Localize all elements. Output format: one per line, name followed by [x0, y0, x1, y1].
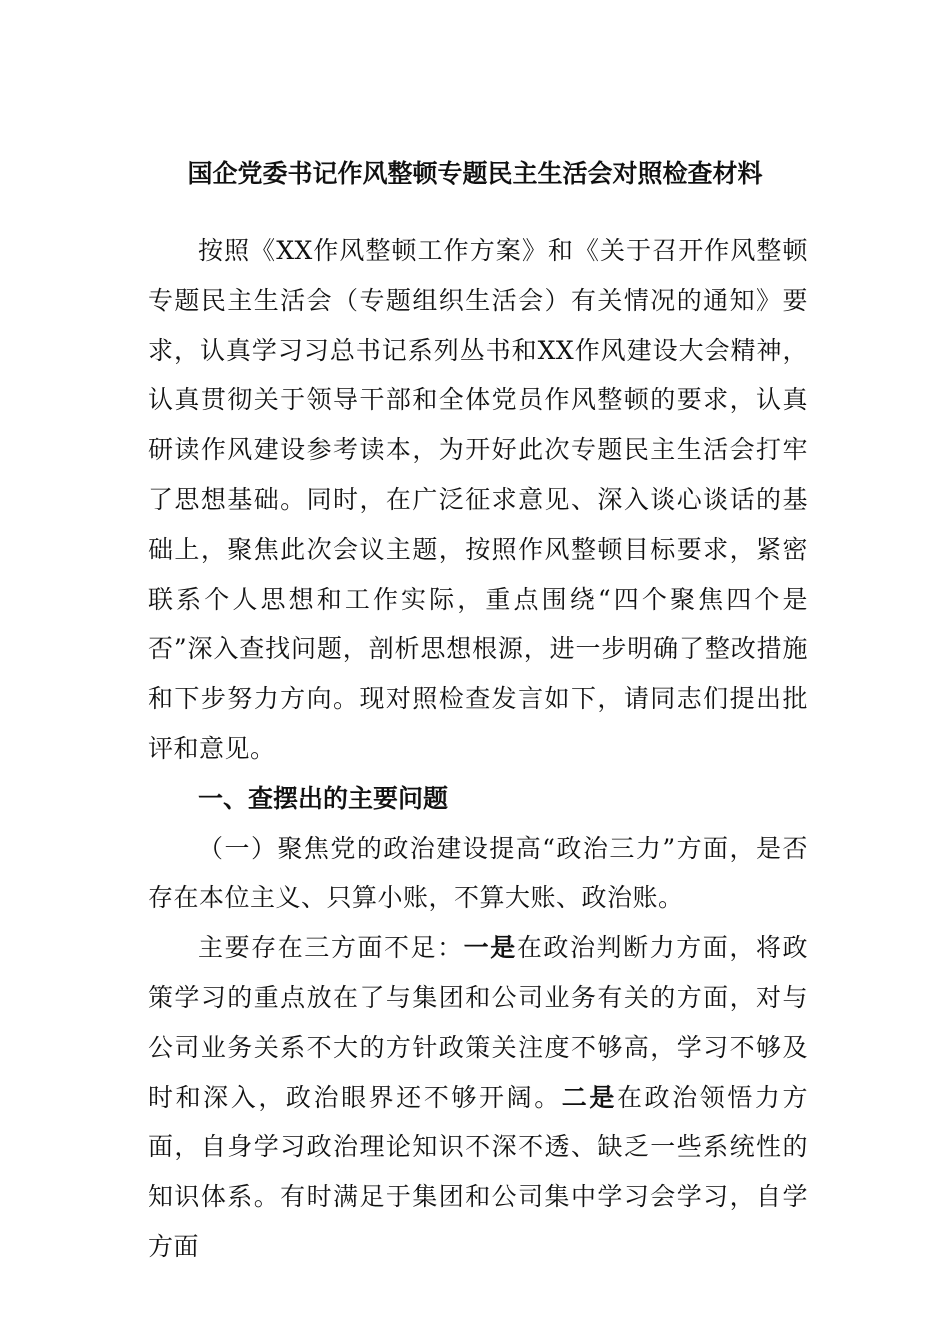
- document-body: [148, 226, 808, 1272]
- point-two-label: 二是: [561, 1082, 617, 1112]
- document-title: 国企党委书记作风整顿专题民主生活会对照检查材料: [187, 159, 763, 188]
- intro-paragraph: 按照《XX作风整顿工作方案》和《关于召开作风整顿专题民主生活会（专题组织生活会）有关情况的通知》要求，认真学习习总书记系列丛书和XX作风建设大会精神，认真贯彻关于领导干部和全体党员作风整顿的要求，认真研读作风建设参考读本，为开好此次专题民主生活会打牢了思想基础。同时，在广泛征求意见、深入谈心谈话的基础上，聚焦此次会议主题，按照作风整顿目标要求，紧密联系个人思想和工作实际，重点围绕“四个聚焦四个是否”深入查找问题，剖析思想根源，进一步明确了整改措施和下步努力方向。现对照检查发言如下，请同志们提出批评和意见。: [148, 236, 808, 763]
- problems-lead: 主要存在三方面不足：: [198, 933, 464, 963]
- point-one-text: 在政治判断力方面，将政策学习的重点放在了与集团和公司业务有关的方面，对与公司业务关系不大的方针政策关注度不够高，学习不够及时和深入，政治眼界还不够开阔。: [148, 933, 808, 1112]
- point-two-text: 在政治领悟力方面，自身学习政治理论知识不深不透、缺乏一些系统性的知识体系。有时满足于集团和公司集中学习会学习，自学方面: [148, 1082, 808, 1261]
- subsection-heading-1: （一）聚焦党的政治建设提高“政治三力”方面，是否存在本位主义、只算小账，不算大账、政治账。: [148, 833, 808, 913]
- point-one-label: 一是: [463, 933, 517, 963]
- section-heading-1: 一、查摆出的主要问题: [198, 783, 449, 813]
- problems-paragraph: [148, 923, 808, 1272]
